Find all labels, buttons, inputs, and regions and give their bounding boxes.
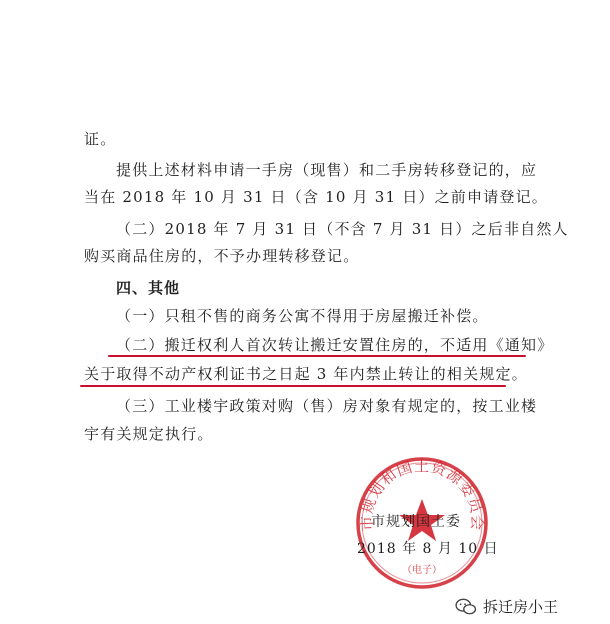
section-heading-other: 四、其他 [116, 279, 181, 297]
text-line-1: 证。 [84, 130, 117, 148]
text-line-8: （二）搬迁权利人首次转让搬迁安置住房的，不适用《通知》 [116, 336, 554, 354]
text-line-7: （一）只租不售的商务公寓不得用于房屋搬迁补偿。 [116, 307, 489, 325]
text-line-3: 当在 2018 年 10 月 31 日（含 10 月 31 日）之前申请登记。 [84, 188, 549, 206]
red-underline-2 [80, 385, 506, 387]
signature-date: 2018 年 8 月 10 日 [357, 541, 499, 557]
wechat-icon [455, 598, 477, 616]
text-line-10: （三）工业楼宇政策对购（售）房对象有规定的，按工业楼 [116, 397, 538, 415]
watermark [455, 596, 558, 617]
text-line-2: 提供上述材料申请一手房（现售）和二手房转移登记的，应 [116, 161, 538, 179]
text-line-11: 宇有关规定执行。 [84, 425, 214, 443]
text-line-9: 关于取得不动产权利证书之日起 3 年内禁止转让的相关规定。 [84, 365, 528, 383]
watermark-label: 拆迁房小王 [483, 598, 559, 616]
red-underline-1 [108, 355, 526, 357]
seal-sub-text: （电子） [402, 565, 442, 576]
seal-text: 市规划和国土资源委员会 [357, 456, 487, 532]
text-line-5: 购买商品住房的，不予办理转移登记。 [84, 247, 360, 265]
text-line-4: （二）2018 年 7 月 31 日（不含 7 月 31 日）之后非自然人 [116, 220, 569, 238]
signature-org: 市规划国土委 [371, 514, 461, 530]
